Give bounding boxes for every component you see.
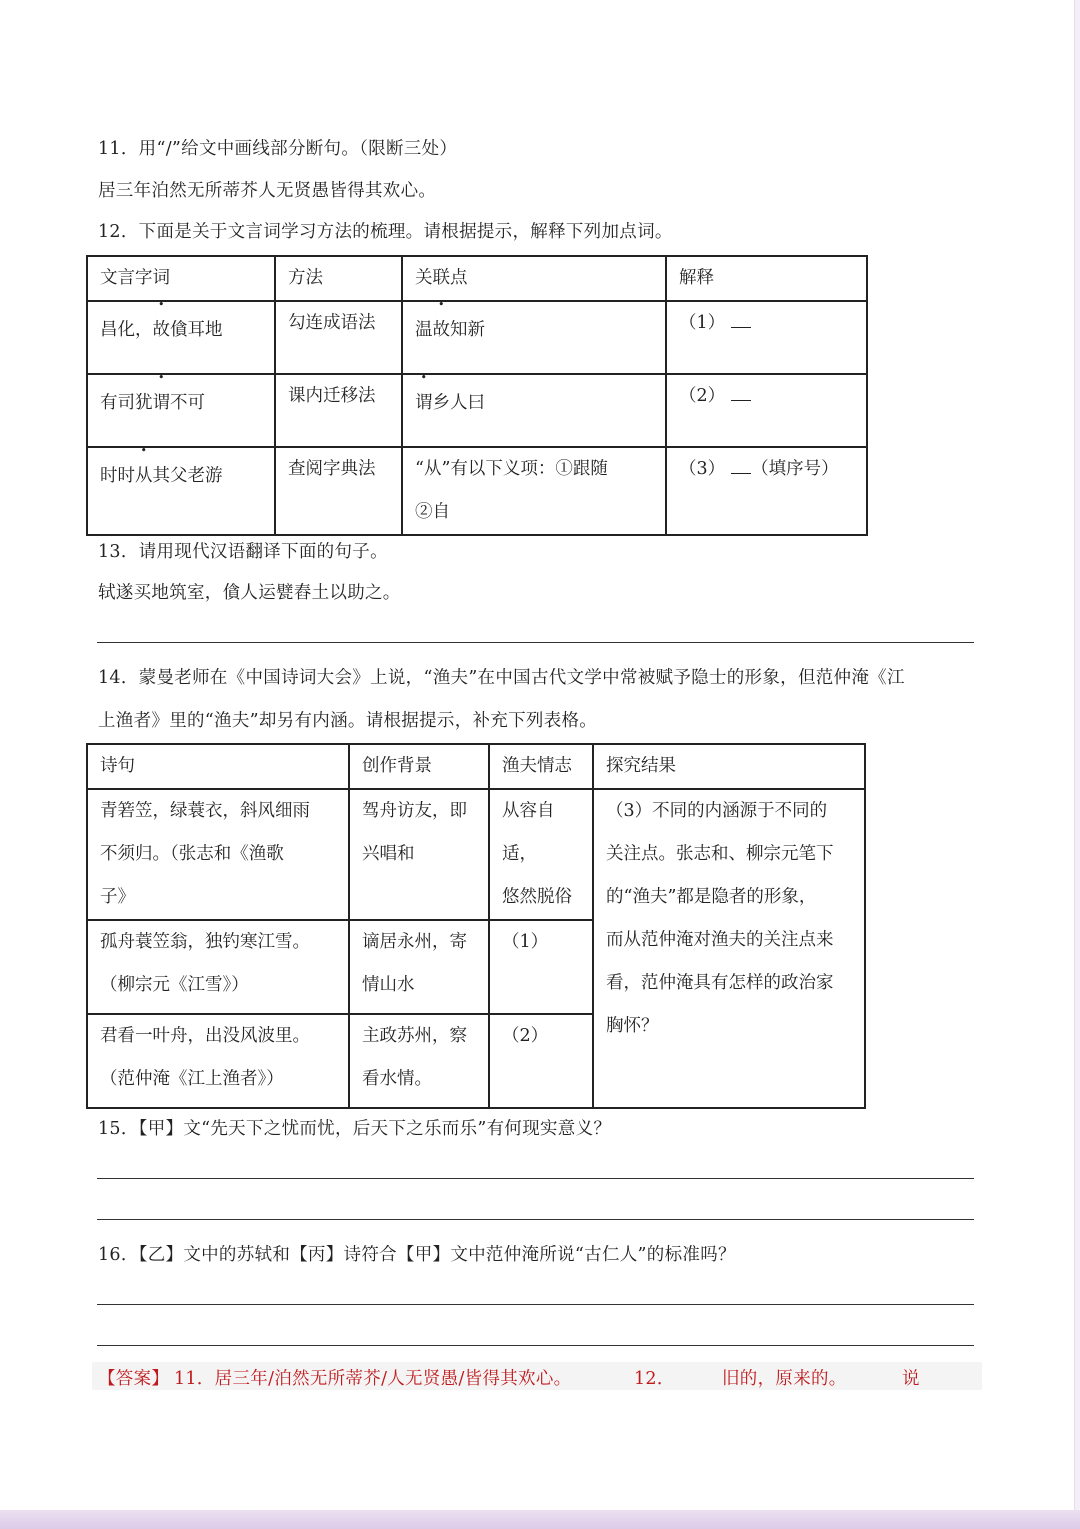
poem-cell: 孤舟蓑笠翁，独钓寒江雪。 （柳宗元《江雪》） — [87, 920, 349, 1014]
method-cell: 查阅字典法 — [275, 447, 402, 535]
answer-12-cont: 说 — [902, 1369, 920, 1389]
header-cell: 方法 — [275, 256, 402, 301]
header-cell: 文言字词 — [87, 256, 275, 301]
q11-sentence: 居三年泊然无所蒂芥人无贤愚皆得其欢心。 — [98, 181, 437, 201]
header-cell: 渔夫情志 — [489, 744, 593, 789]
method-cell: 勾连成语法 — [275, 301, 402, 374]
word-cell: 时时从其父老游 — [87, 447, 275, 535]
table-row — [87, 447, 867, 535]
answer-11: 11．居三年/泊然无所蒂芥/人无贤愚/皆得其欢心。 — [174, 1369, 572, 1389]
header-cell: 关联点 — [402, 256, 666, 301]
q14-stem-line2: 上渔者》里的“渔夫”却另有内涵。请根据提示，补充下列表格。 — [98, 711, 598, 731]
header-cell: 探究结果 — [593, 744, 865, 789]
answer-line — [97, 642, 974, 643]
fisherman-table — [86, 743, 866, 1109]
method-cell: 课内迁移法 — [275, 374, 402, 447]
link-cell: “从”有以下义项：①跟随 ②自 — [402, 447, 666, 535]
dotted-char: 故 — [432, 320, 450, 340]
q15-stem: 15．【甲】文“先天下之忧而忧，后天下之乐而乐”有何现实意义？ — [98, 1119, 612, 1139]
dotted-char: 谓 — [415, 393, 433, 413]
answer-12: 旧的，原来的。 — [722, 1369, 847, 1389]
table-row — [87, 789, 865, 920]
answer-blank — [731, 313, 751, 328]
table-row — [87, 374, 867, 447]
answer-line — [97, 1219, 974, 1220]
poem-cell: 君看一叶舟，出没风波里。 （范仲淹《江上渔者》） — [87, 1014, 349, 1108]
emotion-cell: （1） — [489, 920, 593, 1014]
emotion-cell: 从容自适， 悠然脱俗 — [489, 789, 593, 920]
header-cell: 创作背景 — [349, 744, 489, 789]
q11-stem: 11．用“/”给文中画线部分断句。（限断三处） — [98, 139, 458, 159]
dotted-char: 从 — [135, 466, 153, 486]
answer-cell: （1） — [666, 301, 867, 374]
vocab-table-header — [87, 256, 867, 301]
dotted-char: 故 — [152, 320, 170, 340]
header-cell: 诗句 — [87, 744, 349, 789]
viewer-bottom-bar — [0, 1510, 1080, 1529]
word-cell: 有司犹谓不可 — [87, 374, 275, 447]
q13-stem: 13．请用现代汉语翻译下面的句子。 — [98, 542, 388, 562]
answer-cell: （3） （填序号） — [666, 447, 867, 535]
background-cell: 谪居永州，寄 情山水 — [349, 920, 489, 1014]
answer-blank — [731, 459, 751, 474]
fisherman-table-header — [87, 744, 865, 789]
result-cell: （3）不同的内涵源于不同的 关注点。张志和、柳宗元笔下 的“渔夫”都是隐者的形象， 而从范仲淹对渔夫的关注点来 看，范仲淹具有怎样的政治家 胸怀？ — [593, 789, 865, 1108]
vocab-table — [86, 255, 868, 536]
answer-line — [97, 1345, 974, 1346]
answer-blank — [731, 386, 751, 401]
header-cell: 解释 — [666, 256, 867, 301]
q12-stem: 12．下面是关于文言词学习方法的梳理。请根据提示，解释下列加点词。 — [98, 222, 673, 242]
answer-line — [97, 1178, 974, 1179]
link-cell: 谓乡人曰 — [402, 374, 666, 447]
poem-cell: 青箬笠，绿蓑衣，斜风细雨 不须归。（张志和《渔歌 子》 — [87, 789, 349, 920]
q13-sentence: 轼遂买地筑室，僋人运甓舂土以助之。 — [98, 583, 401, 603]
dotted-char: 谓 — [152, 393, 170, 413]
table-row — [87, 301, 867, 374]
answer-line — [97, 1304, 974, 1305]
answer-cell: （2） — [666, 374, 867, 447]
background-cell: 主政苏州，察 看水情。 — [349, 1014, 489, 1108]
background-cell: 驾舟访友，即 兴唱和 — [349, 789, 489, 920]
answer-label: 【答案】 — [98, 1369, 170, 1389]
emotion-cell: （2） — [489, 1014, 593, 1108]
q14-stem-line1: 14．蒙曼老师在《中国诗词大会》上说，“渔夫”在中国古代文学中常被赋予隐士的形象，但范仲淹《江 — [98, 668, 905, 688]
answer-12-number: 12． — [634, 1369, 675, 1389]
word-cell: 昌化，故僋耳地 — [87, 301, 275, 374]
link-cell: 温故知新 — [402, 301, 666, 374]
q16-stem: 16．【乙】文中的苏轼和【丙】诗符合【甲】文中范仲淹所说“古仁人”的标准吗？ — [98, 1245, 736, 1265]
